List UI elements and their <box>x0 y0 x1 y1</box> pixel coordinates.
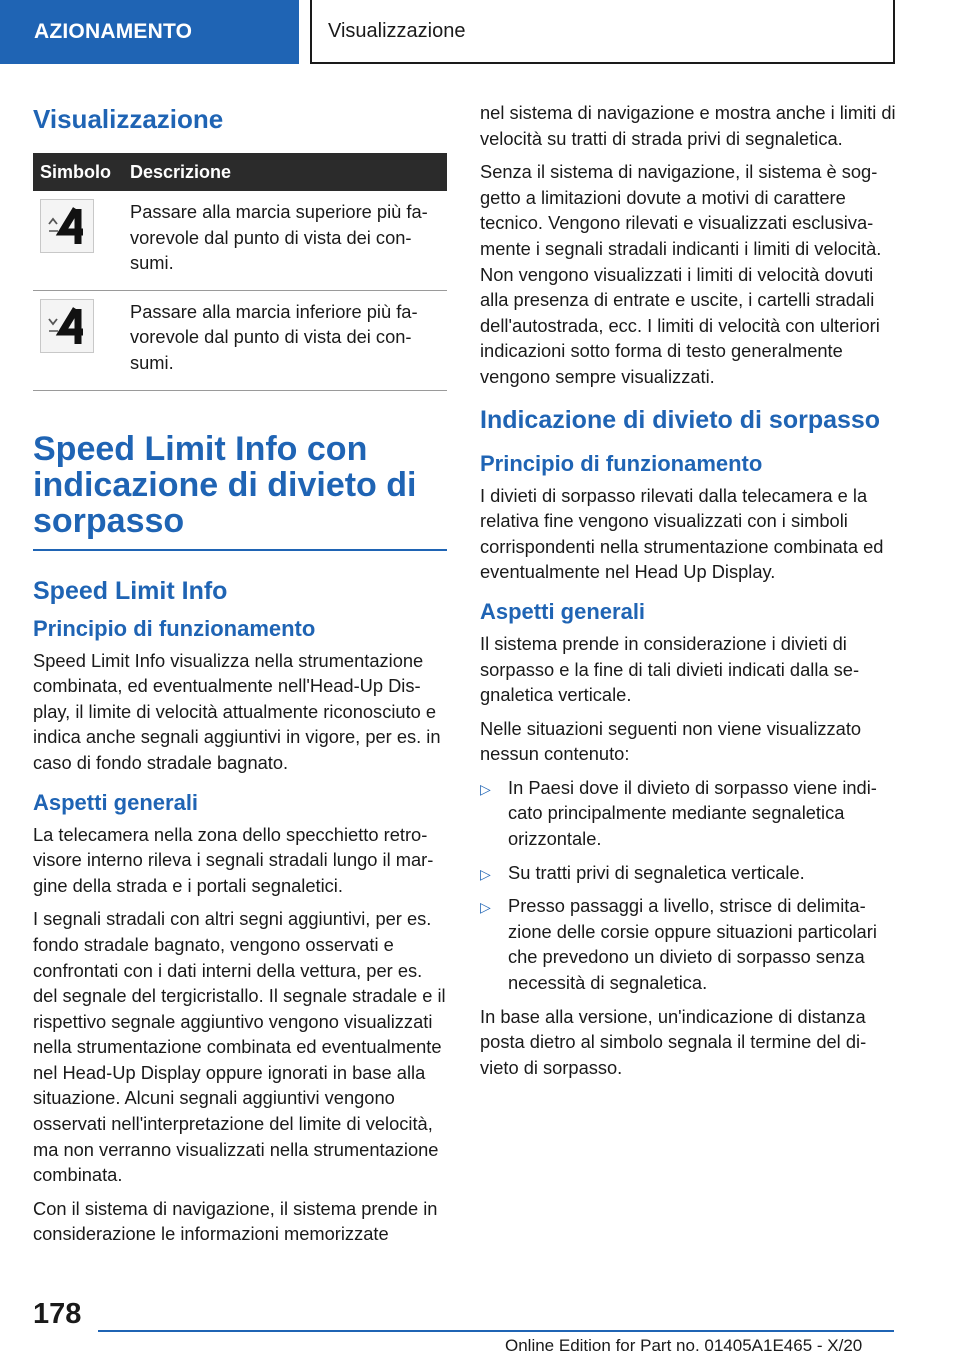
continued-paragraph-2: Senza il sistema di navigazione, il sistema è soggetto a limitazioni dovute a motivi di carattere tecnico. Vengono rilevati e visualizzati esclusivamente i segnali stradali indicanti i limiti di velocità. Non vengono visualizzati i limiti di velocità dovuti alla presenza di entrate e uscite, i cartelli stradali dell'autostrada, ecc. I limiti di velocità con ulteriori indicazioni sotto forma di testo generalmente vengono sempre visualizzati. <box>480 161 882 387</box>
symbol-column-header: Simbolo <box>33 153 130 191</box>
edition-footer: Online Edition for Part no. 01405A1E465 - X/20 <box>505 1336 863 1355</box>
chapter-tab <box>310 0 895 64</box>
list-item: ▷ In Paesi dove il divieto di sorpasso viene indicato principalmente mediante segnaletica orizzontale. <box>480 776 877 850</box>
bullet-triangle-icon: ▷ <box>480 899 491 916</box>
principio-paragraph-right: I divieti di sorpasso rilevati dalla telecamera e la relativa fine vengono visualizzati con i simboli corrispondenti nella strumentazione combinata ed eventualmente nel Head Up Display. <box>480 484 884 583</box>
visualizzazione-heading: Visualizzazione <box>33 104 224 134</box>
list-item: ▷ Su tratti privi di segnaletica verticale. <box>480 860 896 886</box>
principio-heading-right: Principio di funzionamento <box>480 450 763 476</box>
principio-heading: Principio di funzionamento <box>33 615 316 641</box>
principio-paragraph: Speed Limit Info visualizza nella strumentazione combinata, ed eventualmente nell'Head-Up Display, il limite di velocità attualmente riconosciuto e indica anche segnali aggiuntivi in vigore, per es. in caso di fondo stradale bagnato. <box>33 649 441 773</box>
gear-up-4-icon <box>40 199 94 253</box>
right-column <box>480 100 896 1088</box>
aspetti-paragraph-right-1: Il sistema prende in considerazione i divieti di sorpasso e la fine di tali divieti indicati dalla segnaletica verticale. <box>480 632 860 706</box>
main-heading: Speed Limit Info con indicazione di divieto di sorpasso <box>33 429 417 540</box>
table-row <box>33 290 447 390</box>
footer-divider <box>98 1330 894 1332</box>
section-label: AZIONAMENTO <box>34 20 193 43</box>
gear-down-4-icon <box>40 299 94 353</box>
sli-heading: Speed Limit Info <box>33 576 228 605</box>
aspetti-paragraph-right-2: Nelle situazioni seguenti non viene visualizzato nessun contenuto: <box>480 717 862 765</box>
aspetti-paragraph-1: La telecamera nella zona dello specchietto retrovisore interno rileva i segnali stradali lungo il margine della strada e i portali segnaletici. <box>33 823 434 896</box>
description-column-header: Descrizione <box>130 153 447 191</box>
symbol-table <box>33 153 447 391</box>
section-tab <box>0 0 299 64</box>
left-column <box>33 94 447 1255</box>
bullet-triangle-icon: ▷ <box>480 865 491 882</box>
bullet-triangle-icon: ▷ <box>480 780 491 797</box>
aspetti-heading-right: Aspetti generali <box>480 598 646 624</box>
table-row <box>33 191 447 290</box>
row-description: Passare alla marcia inferiore più favorevole dal punto di vista dei consumi. <box>130 290 447 390</box>
list-item: ▷ Presso passaggi a livello, strisce di delimitazione delle corsie oppure situazioni particolari che prevedono un divieto di sorpasso senza necessità di segnaletica. <box>480 895 877 994</box>
situations-list <box>480 775 896 996</box>
divieto-heading: Indicazione di divieto di sorpasso <box>480 405 881 434</box>
chapter-label: Visualizzazione <box>328 19 466 42</box>
aspetti-paragraph-2: I segnali stradali con altri segni aggiuntivi, per es. fondo stradale bagnato, vengono osservati e confrontati con i dati interni della vettura, per es. del segnale del tergicristallo. Il segnale stradale e il rispettivo segnale aggiuntivo vengono visualizzati nella strumentazione combinata ed eventualmente nel Head-Up Display oppure ignorati in base alla situazione. Alcuni segnali aggiuntivi vengono osservati nell'interpretazione del limite di velocità, ma non verranno visualizzati nella strumentazione combinata. <box>33 908 446 1186</box>
page-number: 178 <box>33 1298 82 1330</box>
closing-paragraph: In base alla versione, un'indicazione di distanza posta dietro al simbolo segnala il termine del divieto di sorpasso. <box>480 1005 867 1078</box>
heading-divider <box>33 549 447 551</box>
aspetti-paragraph-3: Con il sistema di navigazione, il sistema prende in considerazione le informazioni memorizzate <box>33 1197 438 1245</box>
row-description: Passare alla marcia superiore più favorevole dal punto di vista dei consumi. <box>130 191 447 290</box>
continued-paragraph-1: nel sistema di navigazione e mostra anche i limiti di velocità su tratti di strada privi di segnaletica. <box>480 102 896 149</box>
aspetti-heading: Aspetti generali <box>33 789 199 815</box>
